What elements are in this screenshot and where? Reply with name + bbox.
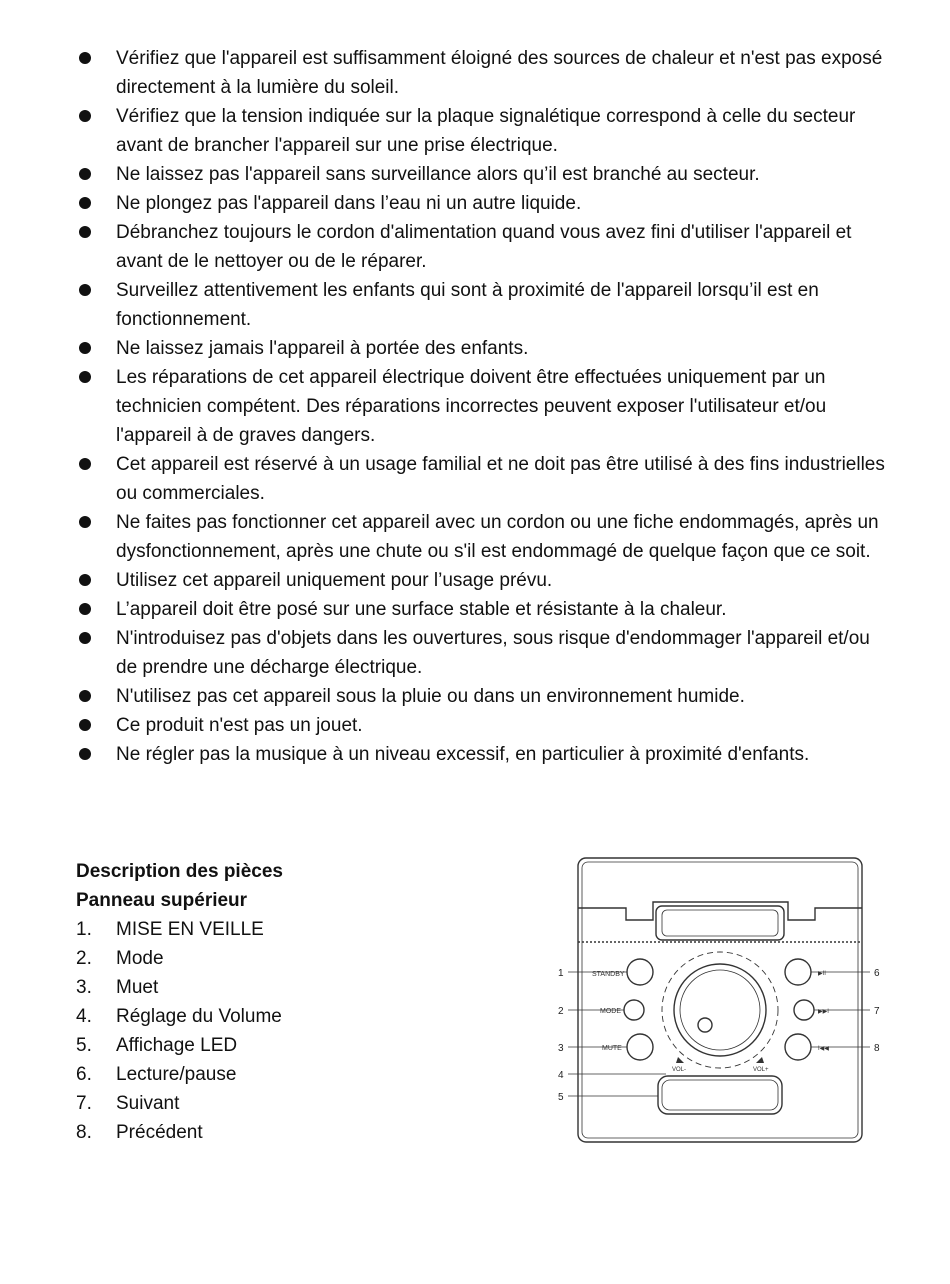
- callout-4: 4: [558, 1070, 564, 1081]
- top-panel-diagram: [548, 850, 888, 1150]
- bullet-icon: [79, 748, 91, 760]
- bullet-icon: [79, 516, 91, 528]
- vol-minus-arrow-icon: [676, 1057, 684, 1063]
- standby-button-shape: [627, 959, 653, 985]
- list-item: Débranchez toujours le cordon d'alimentation quand vous avez fini d'utiliser l'appareil et avant de le nettoyer ou de le réparer.: [76, 218, 896, 276]
- bullet-icon: [79, 719, 91, 731]
- bullet-icon: [79, 458, 91, 470]
- callout-3: 3: [558, 1043, 564, 1054]
- handle-grip: [656, 906, 784, 940]
- bullet-icon: [79, 110, 91, 122]
- mute-label: MUTE: [602, 1045, 622, 1052]
- bullet-icon: [79, 226, 91, 238]
- mode-button-shape: [624, 1000, 644, 1020]
- callout-7: 7: [874, 1006, 880, 1017]
- bullet-icon: [79, 168, 91, 180]
- list-item: Surveillez attentivement les enfants qui sont à proximité de l'appareil lorsqu’il est en fonctionnement.: [76, 276, 896, 334]
- prev-button-shape: [785, 1034, 811, 1060]
- list-item: Ce produit n'est pas un jouet.: [76, 711, 896, 740]
- list-item: Les réparations de cet appareil électrique doivent être effectuées uniquement par un technicien compétent. Des réparations incorrectes peuvent exposer l'utilisateur et/ou l'appareil à de graves dangers.: [76, 363, 896, 450]
- callout-6: 6: [874, 968, 880, 979]
- parts-list: [76, 915, 496, 1147]
- list-item: Ne faites pas fonctionner cet appareil avec un cordon ou une fiche endommagés, après un dysfonctionnement, après une chute ou s'il est endommagé de quelque façon que ce soit.: [76, 508, 896, 566]
- list-item: Vérifiez que l'appareil est suffisamment éloigné des sources de chaleur et n'est pas exposé directement à la lumière du soleil.: [76, 44, 896, 102]
- callout-8: 8: [874, 1043, 880, 1054]
- parts-section: [76, 857, 496, 1147]
- bullet-icon: [79, 197, 91, 209]
- list-item: N'utilisez pas cet appareil sous la pluie ou dans un environnement humide.: [76, 682, 896, 711]
- list-item: Ne plongez pas l'appareil dans l’eau ni un autre liquide.: [76, 189, 896, 218]
- bullet-icon: [79, 690, 91, 702]
- callout-1: 1: [558, 968, 564, 979]
- standby-label: STANDBY: [592, 971, 625, 978]
- bullet-icon: [79, 52, 91, 64]
- callout-2: 2: [558, 1006, 564, 1017]
- vol-plus-label: VOL+: [753, 1067, 769, 1073]
- list-item: Ne laissez pas l'appareil sans surveillance alors qu’il est branché au secteur.: [76, 160, 896, 189]
- bullet-icon: [79, 603, 91, 615]
- list-item: Ne régler pas la musique à un niveau excessif, en particulier à proximité d'enfants.: [76, 740, 896, 769]
- bullet-icon: [79, 342, 91, 354]
- list-item: Utilisez cet appareil uniquement pour l’usage prévu.: [76, 566, 896, 595]
- play-pause-icon: ▶II: [818, 971, 826, 977]
- list-item: 7. Suivant: [76, 1093, 180, 1114]
- knob-indicator: [698, 1018, 712, 1032]
- next-icon: ▶▶I: [818, 1009, 829, 1015]
- list-item: 8. Précédent: [76, 1122, 203, 1143]
- play-button-shape: [785, 959, 811, 985]
- previous-icon: I◀◀: [818, 1046, 829, 1052]
- bullet-icon: [79, 574, 91, 586]
- callout-5: 5: [558, 1092, 564, 1103]
- list-item: 1. MISE EN VEILLE: [76, 919, 264, 940]
- list-item: 3. Muet: [76, 977, 159, 998]
- list-item: Cet appareil est réservé à un usage familial et ne doit pas être utilisé à des fins industrielles ou commerciales.: [76, 450, 896, 508]
- vol-minus-label: VOL-: [672, 1067, 687, 1073]
- led-display: [658, 1076, 782, 1114]
- volume-knob: [674, 964, 766, 1056]
- handle: [578, 902, 862, 920]
- list-item: N'introduisez pas d'objets dans les ouvertures, sous risque d'endommager l'appareil et/ou de prendre une décharge électrique.: [76, 624, 896, 682]
- list-item: Vérifiez que la tension indiquée sur la plaque signalétique correspond à celle du secteur avant de brancher l'appareil sur une prise électrique.: [76, 102, 896, 160]
- device-body: [578, 858, 862, 1142]
- list-item: 4. Réglage du Volume: [76, 1006, 282, 1027]
- list-item: Ne laissez jamais l'appareil à portée des enfants.: [76, 334, 896, 363]
- safety-list: [76, 44, 896, 769]
- next-button-shape: [794, 1000, 814, 1020]
- bullet-icon: [79, 632, 91, 644]
- vol-plus-arrow-icon: [756, 1057, 764, 1063]
- list-item: L’appareil doit être posé sur une surface stable et résistante à la chaleur.: [76, 595, 896, 624]
- bullet-icon: [79, 284, 91, 296]
- parts-heading: Description des pièces: [76, 861, 283, 882]
- list-item: 2. Mode: [76, 948, 164, 969]
- list-item: 6. Lecture/pause: [76, 1064, 237, 1085]
- mode-label: MODE: [600, 1008, 621, 1015]
- bullet-icon: [79, 371, 91, 383]
- parts-subheading: Panneau supérieur: [76, 890, 248, 911]
- list-item: 5. Affichage LED: [76, 1035, 238, 1056]
- mute-button-shape: [627, 1034, 653, 1060]
